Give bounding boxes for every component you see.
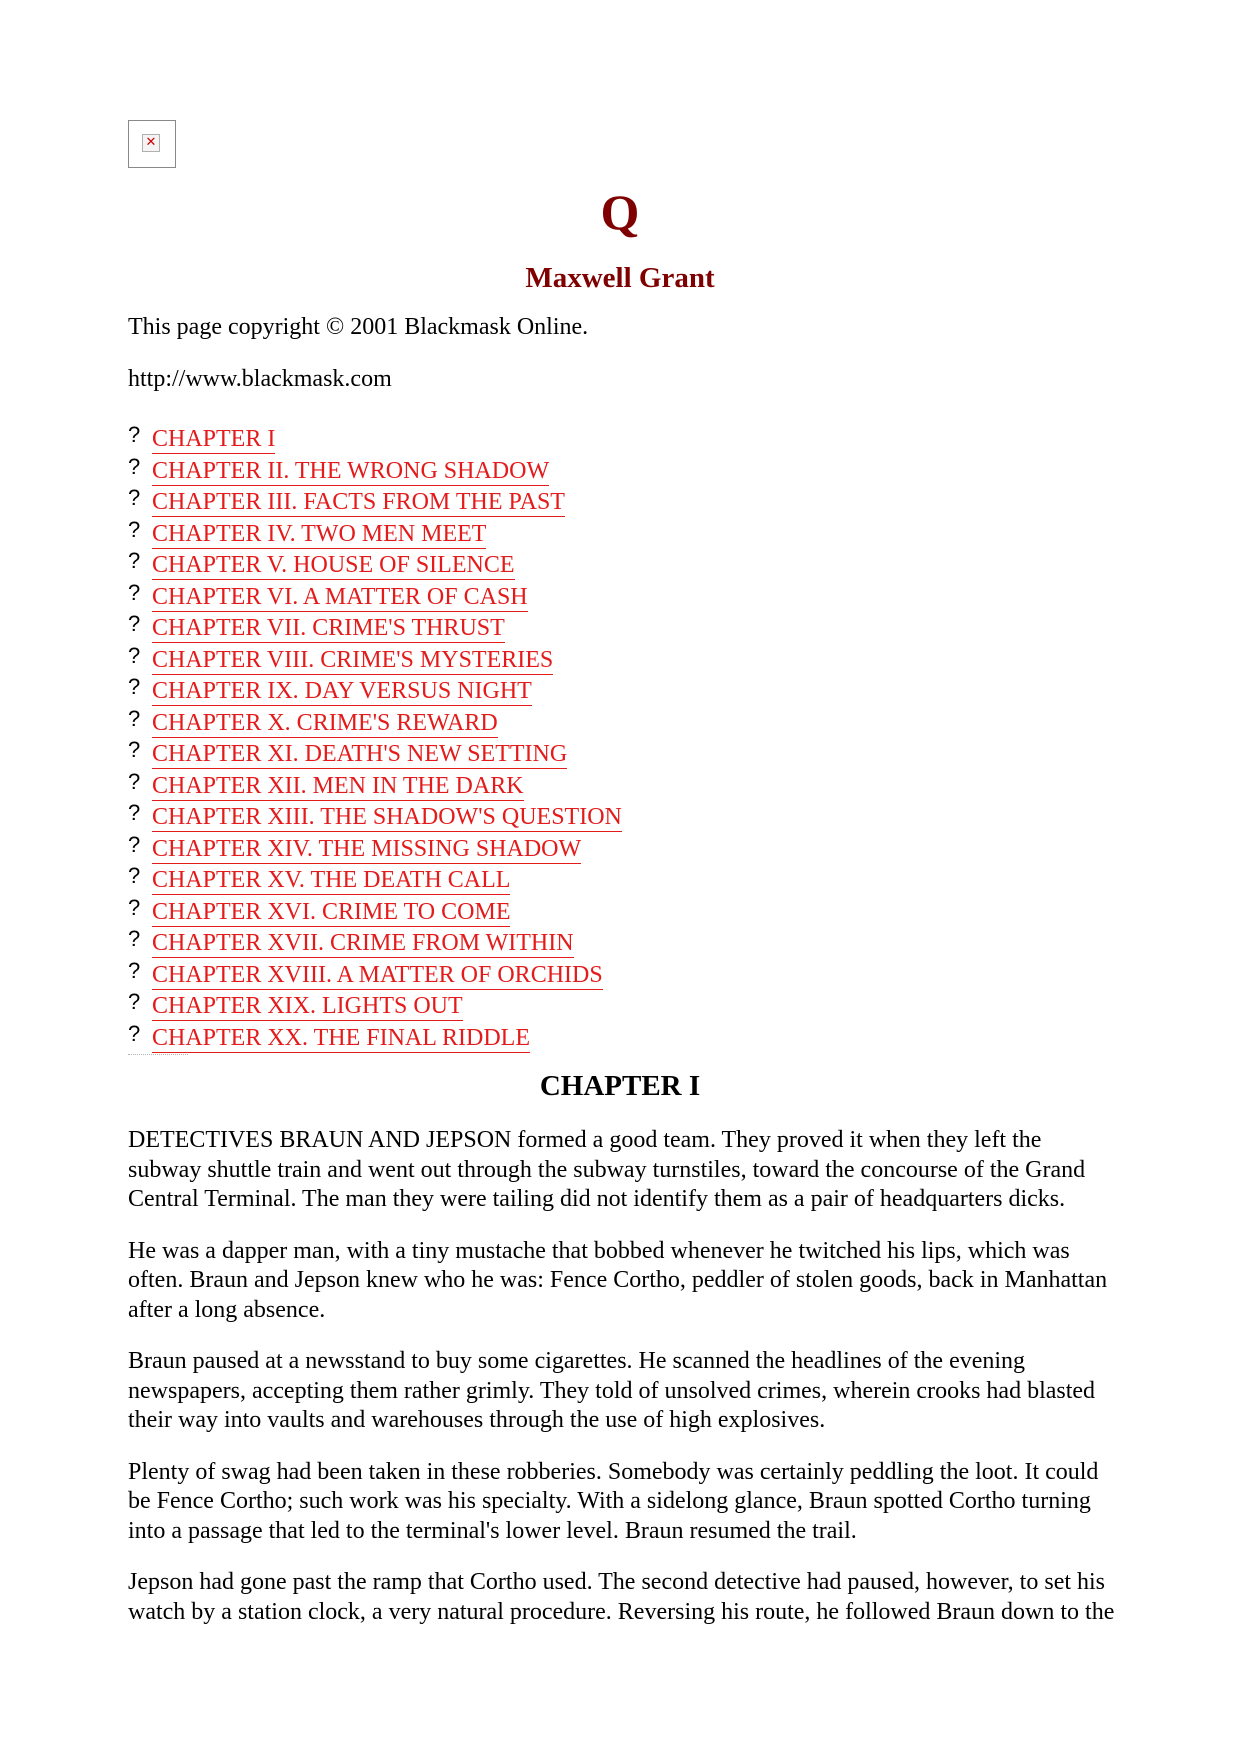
toc-bullet: ? (128, 926, 141, 951)
toc-link-chapter-9[interactable]: CHAPTER IX. DAY VERSUS NIGHT (152, 678, 532, 704)
toc-item (128, 676, 622, 708)
toc-item (128, 894, 622, 929)
toc-item (128, 550, 622, 582)
toc-item (128, 802, 622, 834)
toc-link-chapter-11[interactable]: CHAPTER XI. DEATH'S NEW SETTING (152, 741, 568, 767)
toc-link-chapter-8[interactable]: CHAPTER VIII. CRIME'S MYSTERIES (152, 646, 554, 673)
toc-link-chapter-7[interactable]: CHAPTER VII. CRIME'S THRUST (152, 615, 505, 641)
toc-item (128, 453, 622, 488)
toc-link-chapter-18[interactable]: CHAPTER XVIII. A MATTER OF ORCHIDS (152, 961, 603, 988)
toc-link-chapter-13[interactable]: CHAPTER XIII. THE SHADOW'S QUESTION (152, 804, 622, 830)
toc-link-chapter-6[interactable]: CHAPTER VI. A MATTER OF CASH (152, 583, 528, 610)
toc-link-chapter-12[interactable]: CHAPTER XII. MEN IN THE DARK (152, 772, 524, 799)
chapter-paragraph: He was a dapper man, with a tiny mustache that bobbed whenever he twitched his lips, which was often. Braun and Jepson knew who he was: Fence Cortho, peddler of stolen goods, back in Manhattan after a long absence. (128, 1237, 1108, 1323)
toc-bullet: ? (128, 485, 141, 510)
toc-bullet: ? (128, 548, 141, 573)
site-url: http://www.blackmask.com (128, 366, 392, 392)
toc-link-chapter-14[interactable]: CHAPTER XIV. THE MISSING SHADOW (152, 835, 582, 862)
toc-item (128, 739, 622, 771)
toc-item (128, 642, 622, 677)
toc-link-chapter-1[interactable]: CHAPTER I (152, 426, 276, 452)
broken-image-icon (128, 120, 176, 168)
toc-link-chapter-20[interactable]: CHAPTER XX. THE FINAL RIDDLE (152, 1024, 530, 1051)
toc-bullet: ? (128, 737, 141, 762)
toc-bullet: ? (128, 989, 141, 1014)
chapter-body (128, 1126, 1118, 1649)
toc-bullet: ? (128, 894, 141, 920)
toc-item (128, 705, 622, 740)
toc-bullet: ? (128, 422, 141, 447)
toc-bullet: ? (128, 800, 141, 825)
toc-bullet: ? (128, 453, 141, 479)
copyright-notice: This page copyright © 2001 Blackmask Online. (128, 314, 589, 340)
divider (128, 1054, 188, 1058)
toc-link-chapter-4[interactable]: CHAPTER IV. TWO MEN MEET (152, 520, 487, 547)
toc-item (128, 865, 622, 897)
toc-link-chapter-16[interactable]: CHAPTER XVI. CRIME TO COME (152, 898, 511, 925)
toc-item (128, 613, 622, 645)
toc-bullet: ? (128, 768, 141, 794)
toc-link-chapter-2[interactable]: CHAPTER II. THE WRONG SHADOW (152, 457, 550, 484)
toc-bullet: ? (128, 831, 141, 857)
toc-item (128, 957, 622, 992)
toc-bullet: ? (128, 579, 141, 605)
table-of-contents (128, 424, 622, 1054)
chapter-paragraph: Braun paused at a newsstand to buy some cigarettes. He scanned the headlines of the evening newspapers, accepting them rather grimly. They told of unsolved crimes, wherein crooks had blasted their way into vaults and warehouses through the use of high explosives. (128, 1348, 1096, 1433)
toc-link-chapter-15[interactable]: CHAPTER XV. THE DEATH CALL (152, 867, 511, 893)
chapter-paragraph: Jepson had gone past the ramp that Cortho used. The second detective had paused, however, to set his watch by a station clock, a very natural procedure. Reversing his route, he followed Braun down to the (128, 1569, 1115, 1625)
toc-bullet: ? (128, 957, 141, 983)
toc-item (128, 579, 622, 614)
toc-item (128, 768, 622, 803)
toc-bullet: ? (128, 642, 141, 668)
toc-link-chapter-3[interactable]: CHAPTER III. FACTS FROM THE PAST (152, 489, 565, 515)
chapter-paragraph: Plenty of swag had been taken in these robberies. Somebody was certainly peddling the loot. It could be Fence Cortho; such work was his specialty. With a sidelong glance, Braun spotted Cortho turning into a passage that led to the terminal's lower level. Braun resumed the trail. (128, 1458, 1099, 1544)
toc-item (128, 928, 622, 960)
chapter-heading: CHAPTER I (539, 1070, 701, 1102)
toc-bullet: ? (128, 1020, 141, 1046)
toc-bullet: ? (128, 674, 141, 699)
toc-item (128, 516, 622, 551)
toc-item (128, 487, 622, 519)
toc-bullet: ? (128, 516, 141, 542)
book-author: Maxwell Grant (525, 262, 715, 294)
toc-bullet: ? (128, 611, 141, 636)
toc-item (128, 831, 622, 866)
toc-link-chapter-10[interactable]: CHAPTER X. CRIME'S REWARD (152, 709, 498, 736)
toc-item (128, 1020, 622, 1055)
book-title: Q (600, 184, 640, 240)
toc-item (128, 991, 622, 1023)
chapter-paragraph: DETECTIVES BRAUN AND JEPSON formed a good team. They proved it when they left the subway shuttle train and went out through the subway turnstiles, toward the concourse of the Grand Central Terminal. The man they were tailing did not identify them as a pair of headquarters dicks. (128, 1127, 1086, 1212)
broken-image-x-icon: ✕ (142, 134, 160, 152)
toc-link-chapter-17[interactable]: CHAPTER XVII. CRIME FROM WITHIN (152, 930, 574, 956)
toc-bullet: ? (128, 863, 141, 888)
toc-bullet: ? (128, 705, 141, 731)
toc-link-chapter-19[interactable]: CHAPTER XIX. LIGHTS OUT (152, 993, 463, 1019)
toc-link-chapter-5[interactable]: CHAPTER V. HOUSE OF SILENCE (152, 552, 515, 578)
toc-item (128, 424, 622, 456)
